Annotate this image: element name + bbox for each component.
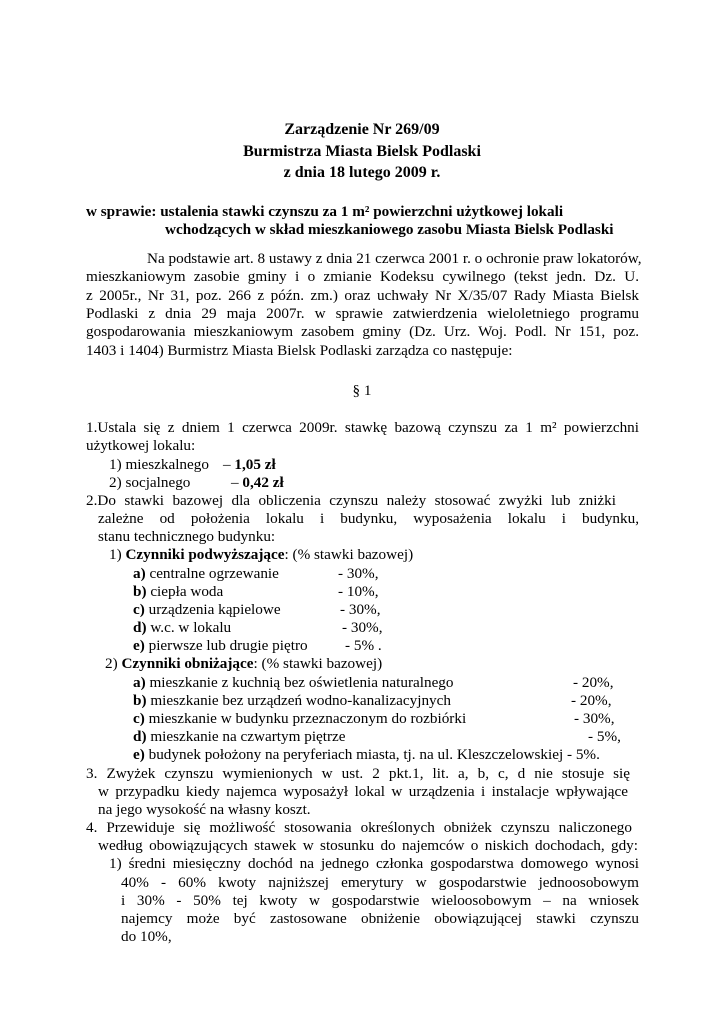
factors-up-title: Czynniki podwyższające: [125, 546, 285, 563]
title-line-2: Burmistrza Miasta Bielsk Podlaski: [243, 143, 481, 160]
p3-line: 3. Zwyżek czynszu wymienionych w ust. 2 pkt.1, lit. a, b, c, d nie stosuje się: [86, 765, 630, 782]
item-letter: b): [133, 692, 147, 709]
subject-line-1: w sprawie: ustalenia stawki czynszu za 1 m² powierzchni użytkowej lokali: [86, 203, 564, 220]
item-letter: c): [133, 710, 145, 727]
item-value: - 30%,: [338, 565, 379, 582]
factor-down-item: [133, 692, 612, 710]
item-text: mieszkanie z kuchnią bez oświetlenia naturalnego: [145, 674, 454, 691]
item-letter: b): [133, 583, 147, 600]
p2-line: zależne od położenia lokalu i budynku, wyposażenia lokalu i budynku,: [98, 510, 639, 527]
rate-social: [109, 474, 284, 492]
factors-up-suffix: : (% stawki bazowej): [284, 546, 414, 563]
item-value: - 30%,: [342, 619, 383, 636]
p4-line: według obowiązujących stawek w stosunku do najemców o niskich dochodach, gdy:: [98, 837, 638, 854]
p4-line: 40% - 60% kwoty najniższej emerytury w gospodarstwie jednoosobowym: [121, 874, 639, 891]
item-text: urządzenia kąpielowe: [144, 601, 281, 618]
factor-up-item: [133, 601, 381, 619]
p4-line: 1) średni miesięczny dochód na jednego członka gospodarstwa domowego wynosi: [109, 855, 639, 872]
subject-line-2: wchodzących w skład mieszkaniowego zasobu Miasta Bielsk Podlaski: [165, 221, 614, 238]
item-letter: e): [133, 746, 145, 763]
factors-down-num: 2): [105, 655, 122, 672]
item-letter: a): [133, 674, 146, 691]
item-value: - 20%,: [573, 674, 614, 691]
rate-residential: [109, 456, 276, 474]
p4-line: najemcy może być zastosowane obniżenie obowiązującej stawki czynszu: [121, 910, 639, 927]
factor-up-item: [133, 637, 382, 655]
item-text: budynek położony na peryferiach miasta, tj. na ul. Kleszczelowskiej - 5%.: [144, 746, 600, 763]
rate-value: 0,42 zł: [242, 474, 284, 491]
item-text: w.c. w lokalu: [146, 619, 232, 636]
p1-line: 1.Ustala się z dniem 1 czerwca 2009r. stawkę bazową czynszu za 1 m² powierzchni: [86, 419, 639, 436]
rate-dash: –: [223, 456, 235, 473]
item-value: - 10%,: [338, 583, 379, 600]
factor-up-item: [133, 583, 379, 601]
title-line-1: Zarządzenie Nr 269/09: [284, 121, 440, 138]
p3-line: na jego wysokość na własny koszt.: [98, 801, 311, 818]
factor-down-item: [133, 674, 614, 692]
factors-up-num: 1): [109, 546, 126, 563]
item-text: ciepła woda: [146, 583, 224, 600]
rate-label: 1) mieszkalnego: [109, 456, 209, 473]
factor-down-item: [133, 746, 600, 764]
item-text: pierwsze lub drugie piętro: [144, 637, 308, 654]
factor-up-item: [133, 565, 379, 583]
item-letter: e): [133, 637, 145, 654]
preamble-line: z 2005r., Nr 31, poz. 266 z późn. zm.) oraz uchwały Nr X/35/07 Rady Miasta Bielsk: [86, 287, 639, 304]
preamble-line: gospodarowania mieszkaniowym zasobem gminy (Dz. Urz. Woj. Podl. Nr 151, poz.: [86, 323, 639, 340]
rate-dash: –: [231, 474, 243, 491]
item-value: - 5%,: [588, 728, 621, 745]
p3-line: w przypadku kiedy najemca wyposażył lokal w urządzenia i instalacje wpływające: [98, 783, 628, 800]
item-letter: c): [133, 601, 145, 618]
factor-down-item: [133, 728, 621, 746]
item-value: - 30%,: [340, 601, 381, 618]
item-text: mieszkanie bez urządzeń wodno-kanalizacyjnych: [146, 692, 451, 709]
p2-line: stanu technicznego budynku:: [98, 528, 276, 545]
factors-down-suffix: : (% stawki bazowej): [253, 655, 383, 672]
item-letter: d): [133, 619, 147, 636]
item-value: - 5% .: [345, 637, 382, 654]
item-value: - 20%,: [571, 692, 612, 709]
preamble-line: mieszkaniowym zasobie gminy i o zmianie Kodeksu cywilnego (tekst jedn. Dz. U.: [86, 268, 639, 285]
item-letter: d): [133, 728, 147, 745]
item-letter: a): [133, 565, 146, 582]
factors-down-title: Czynniki obniżające: [121, 655, 254, 672]
factors-down-heading: [105, 655, 382, 673]
factor-down-item: [133, 710, 615, 728]
item-text: mieszkanie w budynku przeznaczonym do rozbiórki: [144, 710, 467, 727]
p1-line: użytkowej lokalu:: [86, 437, 196, 454]
item-text: centralne ogrzewanie: [145, 565, 279, 582]
preamble-line: Podlaski z dnia 29 maja 2007r. w sprawie zatwierdzenia wieloletniego programu: [86, 305, 639, 322]
preamble-line: Na podstawie art. 8 ustawy z dnia 21 czerwca 2001 r. o ochronie praw lokatorów,: [147, 250, 642, 267]
factors-up-heading: [109, 546, 413, 564]
p2-line: 2.Do stawki bazowej dla obliczenia czynszu należy stosować zwyżki lub zniżki: [86, 492, 616, 509]
item-value: - 30%,: [574, 710, 615, 727]
item-text: mieszkanie na czwartym piętrze: [146, 728, 346, 745]
p4-line: i 30% - 50% tej kwoty w gospodarstwie wieloosobowym – na wniosek: [121, 892, 639, 909]
section-mark: § 1: [352, 382, 372, 399]
rate-label: 2) socjalnego: [109, 474, 191, 491]
p4-line: 4. Przewiduje się możliwość stosowania określonych obniżek czynszu naliczonego: [86, 819, 632, 836]
factor-up-item: [133, 619, 383, 637]
title-line-3: z dnia 18 lutego 2009 r.: [283, 164, 441, 181]
preamble-line: 1403 i 1404) Burmistrz Miasta Bielsk Podlaski zarządza co następuje:: [86, 342, 513, 359]
rate-value: 1,05 zł: [234, 456, 276, 473]
p4-line: do 10%,: [121, 928, 172, 945]
